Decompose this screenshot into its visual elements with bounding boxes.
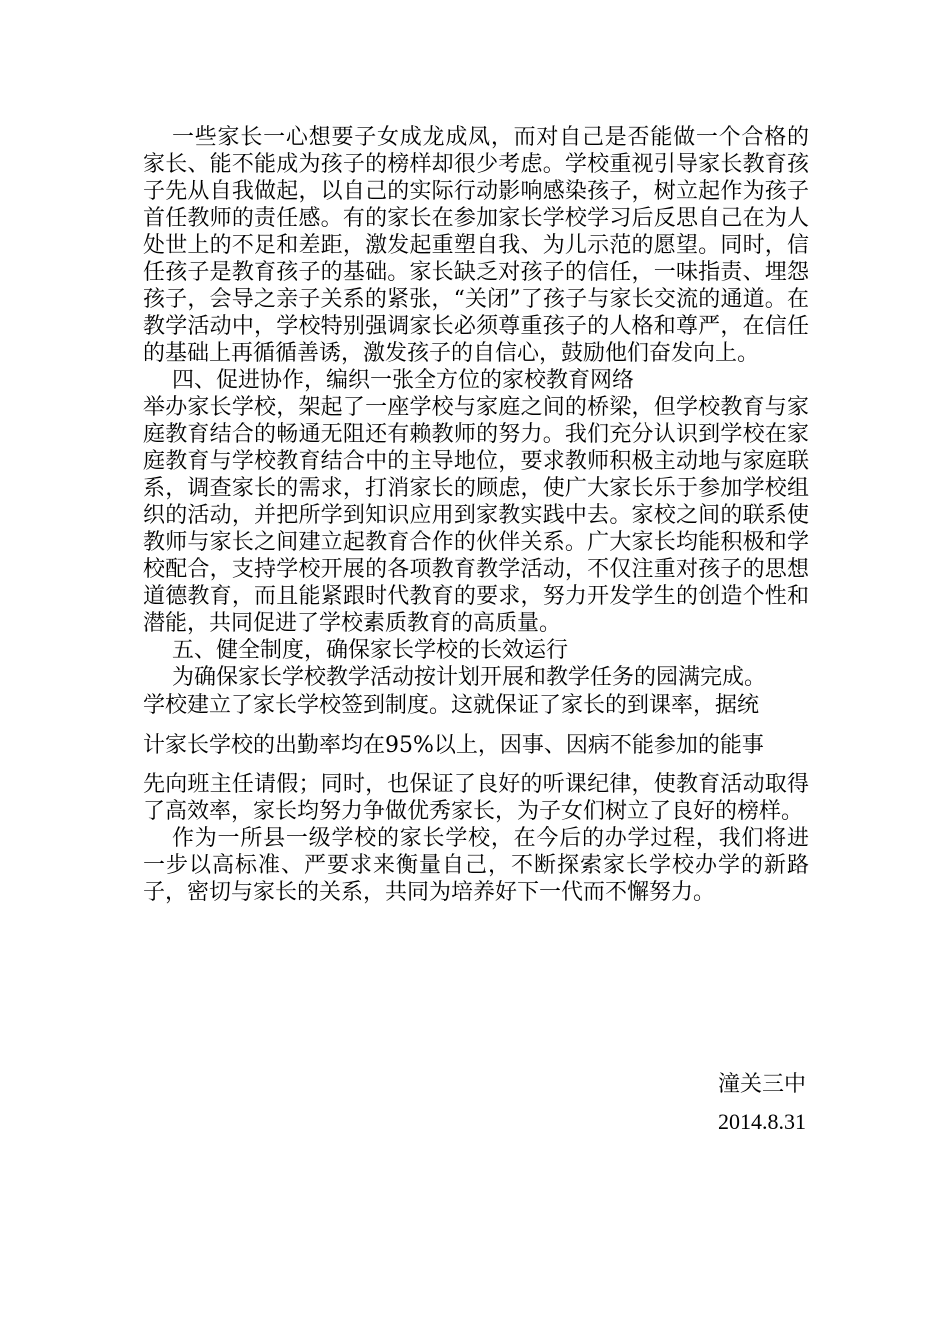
document-body (143, 124, 809, 906)
section-heading-four: 四、促进协作，编织一张全方位的家校教育网络 (172, 368, 635, 393)
signature-organization: 潼关三中 (717, 1072, 806, 1097)
line-gap (143, 721, 809, 731)
signature-date: 2014.8.31 (718, 1109, 806, 1134)
paragraph-signin-line-1: 学校建立了家长学校签到制度。这就保证了家长的到课率，据统 (143, 693, 760, 718)
paragraph-closing: 作为一所县一级学校的家长学校，在今后的办学过程，我们将进一步以高标准、严要求来衡量自己，不断探索家长学校办学的新路子，密切与家长的关系，共同为培养好下一代而不懈努力。 (143, 826, 809, 905)
paragraph-home-school-bridge: 举办家长学校，架起了一座学校与家庭之间的桥梁，但学校教育与家庭教育结合的畅通无阻还有赖教师的努力。我们充分认识到学校在家庭教育与学校教育结合中的主导地位，要求教师积极主动地与家庭联系，调查家长的需求，打消家长的顾虑，使广大家长乐于参加学校组织的活动，并把所学到知识应用到家教实践中去。家校之间的联系使教师与家长之间建立起教育合作的伙伴关系。广大家长均能积极和学校配合，支持学校开展的各项教育教学活动，不仅注重对孩子的思想道德教育，而且能紧跟时代教育的要求，努力开发学生的创造个性和潜能，共同促进了学校素质教育的高质量。 (143, 395, 809, 636)
line-gap (143, 761, 809, 771)
paragraph-parent-role: 一些家长一心想要子女成龙成凤，而对自己是否能做一个合格的家长、能不能成为孩子的榜样却很少考虑。学校重视引导家长教育孩子先从自我做起，以自己的实际行动影响感染孩子，树立起作为孩子首任教师的责任感。有的家长在参加家长学校学习后反思自己在为人处世上的不足和差距，激发起重塑自我、为儿示范的愿望。同时，信任孩子是教育孩子的基础。家长缺乏对孩子的信任，一味指责、埋怨孩子，会导之亲子关系的紧张，“关闭”了孩子与家长交流的通道。在教学活动中，学校特别强调家长必须尊重孩子的人格和尊严，在信任的基础上再循循善诱，激发孩子的自信心，鼓励他们奋发向上。 (143, 125, 809, 366)
paragraph-signin-line-3: 先向班主任请假；同时，也保证了良好的听课纪律，使教育活动取得了高效率，家长均努力争做优秀家长，为子女们树立了良好的榜样。 (143, 772, 809, 824)
paragraph-system-intro: 为确保家长学校教学活动按计划开展和教学任务的园满完成。 (172, 665, 767, 690)
paragraph-signin-line-2: 计家长学校的出勤率均在95%以上，因事、因病不能参加的能事 (143, 733, 764, 758)
section-heading-five: 五、健全制度，确保家长学校的长效运行 (172, 638, 569, 663)
